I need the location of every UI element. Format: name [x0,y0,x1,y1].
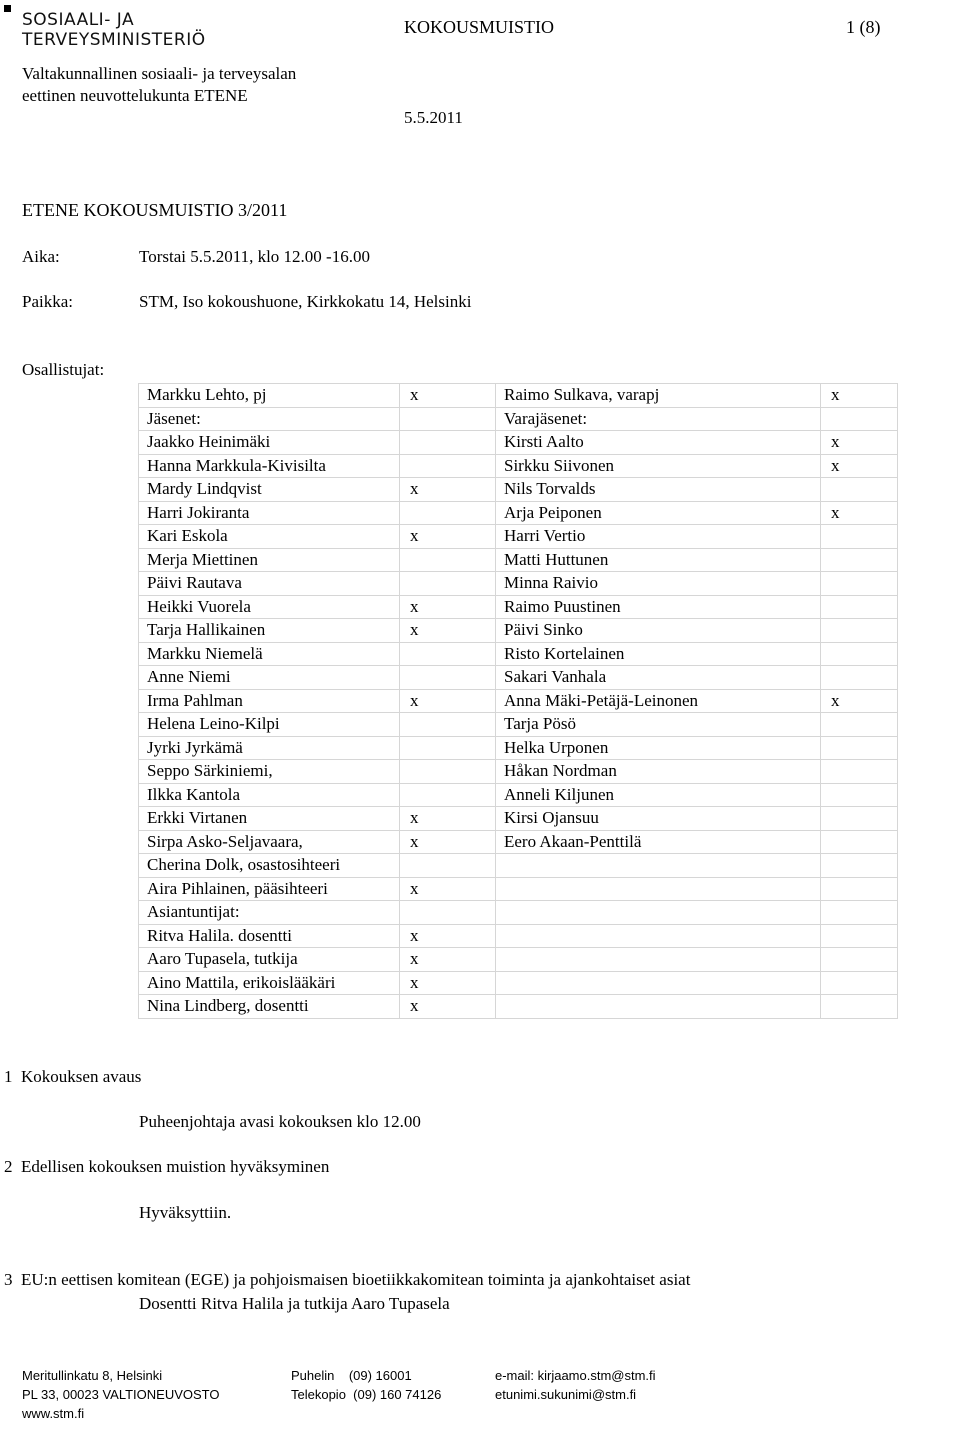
section-2-title: Edellisen kokouksen muistion hyväksyminen [21,1157,330,1176]
section-3-heading [4,1270,690,1290]
member-name: Merja Miettinen [139,548,400,572]
footer-phone [291,1366,441,1404]
attendance-row [139,666,898,690]
section-1-body: Puheenjohtaja avasi kokouksen klo 12.00 [139,1112,421,1131]
attendance-row [139,525,898,549]
attendance-row [139,478,898,502]
deputy-name [496,971,821,995]
deputy-name [496,948,821,972]
section-2-heading [4,1157,329,1177]
deputy-present-mark [821,877,898,901]
deputy-name: Håkan Nordman [496,760,821,784]
attendance-row [139,454,898,478]
footer-address-line2: PL 33, 00023 VALTIONEUVOSTO [22,1387,220,1402]
member-name: Markku Lehto, pj [139,384,400,408]
attendance-row [139,924,898,948]
member-name: Jaakko Heinimäki [139,431,400,455]
member-present-mark: x [400,995,496,1019]
member-present-mark [400,642,496,666]
member-present-mark [400,407,496,431]
deputy-present-mark [821,619,898,643]
section-1-heading [4,1067,141,1087]
deputy-present-mark [821,901,898,925]
member-name: Cherina Dolk, osastosihteeri [139,854,400,878]
attendance-row [139,948,898,972]
member-name: Helena Leino-Kilpi [139,713,400,737]
footer-web-link[interactable]: www.stm.fi [22,1406,85,1421]
deputy-name: Sakari Vanhala [496,666,821,690]
attendance-table [138,383,898,1019]
attendance-row [139,689,898,713]
member-present-mark: x [400,948,496,972]
section-2-number: 2 [4,1157,13,1176]
member-name: Tarja Hallikainen [139,619,400,643]
deputy-present-mark [821,525,898,549]
attendance-row [139,642,898,666]
member-name: Asiantuntijat: [139,901,400,925]
time-label: Aika: [22,247,60,266]
member-name: Nina Lindberg, dosentti [139,995,400,1019]
deputy-present-mark [821,830,898,854]
member-name: Sirpa Asko-Seljavaara, [139,830,400,854]
attendance-row [139,995,898,1019]
deputy-name: Varajäsenet: [496,407,821,431]
deputy-present-mark [821,642,898,666]
member-present-mark: x [400,830,496,854]
section-1-number: 1 [4,1067,13,1086]
footer-fax-line: Telekopio (09) 160 74126 [291,1387,442,1402]
member-name: Heikki Vuorela [139,595,400,619]
member-present-mark: x [400,619,496,643]
deputy-name: Anna Mäki-Petäjä-Leinonen [496,689,821,713]
deputy-present-mark: x [821,384,898,408]
footer-email [495,1366,656,1404]
deputy-name: Minna Raivio [496,572,821,596]
deputy-name: Sirkku Siivonen [496,454,821,478]
place-label: Paikka: [22,292,73,311]
deputy-present-mark [821,595,898,619]
member-name: Aaro Tupasela, tutkija [139,948,400,972]
member-name: Mardy Lindqvist [139,478,400,502]
deputy-present-mark: x [821,501,898,525]
member-present-mark: x [400,595,496,619]
member-present-mark: x [400,478,496,502]
deputy-present-mark [821,854,898,878]
deputy-name: Nils Torvalds [496,478,821,502]
footer-phone-line: Puhelin (09) 16001 [291,1368,412,1383]
member-name: Aino Mattila, erikoislääkäri [139,971,400,995]
deputy-name: Risto Kortelainen [496,642,821,666]
section-1-title: Kokouksen avaus [21,1067,142,1086]
deputy-name: Kirsi Ojansuu [496,807,821,831]
deputy-present-mark [821,548,898,572]
footer-address-line1: Meritullinkatu 8, Helsinki [22,1368,163,1383]
member-name: Ritva Halila. dosentti [139,924,400,948]
deputy-name: Raimo Puustinen [496,595,821,619]
deputy-present-mark [821,807,898,831]
member-name: Päivi Rautava [139,572,400,596]
attendance-row [139,548,898,572]
deputy-present-mark [821,572,898,596]
member-present-mark [400,736,496,760]
deputy-present-mark [821,760,898,784]
deputy-name: Matti Huttunen [496,548,821,572]
member-present-mark: x [400,807,496,831]
attendance-row [139,619,898,643]
deputy-name: Päivi Sinko [496,619,821,643]
member-present-mark [400,454,496,478]
deputy-present-mark [821,407,898,431]
member-present-mark [400,713,496,737]
place-value: STM, Iso kokoushuone, Kirkkokatu 14, Helsinki [139,292,472,311]
member-name: Markku Niemelä [139,642,400,666]
deputy-name: Kirsti Aalto [496,431,821,455]
member-present-mark [400,760,496,784]
member-present-mark: x [400,924,496,948]
deputy-name: Anneli Kiljunen [496,783,821,807]
section-3-number: 3 [4,1270,13,1289]
member-name: Harri Jokiranta [139,501,400,525]
participants-label: Osallistujat: [22,360,105,379]
doc-type: KOKOUSMUISTIO [404,17,555,37]
member-present-mark [400,854,496,878]
bullet-square-icon [4,5,11,12]
member-present-mark: x [400,525,496,549]
deputy-present-mark: x [821,431,898,455]
deputy-present-mark [821,713,898,737]
org-line1: Valtakunnallinen sosiaali- ja terveysalan [22,64,297,83]
attendance-row [139,830,898,854]
deputy-present-mark [821,736,898,760]
member-present-mark [400,431,496,455]
section-2-body: Hyväksyttiin. [139,1203,232,1222]
deputy-present-mark: x [821,689,898,713]
deputy-name: Eero Akaan-Penttilä [496,830,821,854]
member-name: Jyrki Jyrkämä [139,736,400,760]
member-present-mark [400,666,496,690]
attendance-row [139,407,898,431]
deputy-name [496,901,821,925]
member-name: Ilkka Kantola [139,783,400,807]
member-name: Jäsenet: [139,407,400,431]
time-value: Torstai 5.5.2011, klo 12.00 -16.00 [139,247,370,266]
deputy-present-mark [821,995,898,1019]
footer-email-registry[interactable]: e-mail: kirjaamo.stm@stm.fi [495,1368,656,1383]
member-name: Aira Pihlainen, pääsihteeri [139,877,400,901]
attendance-row [139,431,898,455]
deputy-name [496,995,821,1019]
member-name: Irma Pahlman [139,689,400,713]
attendance-table-body [139,384,898,1019]
deputy-present-mark [821,971,898,995]
member-name: Seppo Särkiniemi, [139,760,400,784]
deputy-name: Helka Urponen [496,736,821,760]
member-name: Kari Eskola [139,525,400,549]
attendance-row [139,854,898,878]
member-present-mark [400,501,496,525]
member-present-mark: x [400,971,496,995]
section-3-body: Dosentti Ritva Halila ja tutkija Aaro Tupasela [139,1294,450,1313]
deputy-name [496,854,821,878]
attendance-row [139,501,898,525]
member-name: Erkki Virtanen [139,807,400,831]
footer-address [22,1366,220,1423]
ministry-logo-line1: SOSIAALI- JA [22,10,135,30]
deputy-name [496,877,821,901]
member-present-mark [400,901,496,925]
member-present-mark: x [400,877,496,901]
attendance-row [139,971,898,995]
deputy-name: Tarja Pösö [496,713,821,737]
member-present-mark: x [400,384,496,408]
member-present-mark [400,572,496,596]
member-present-mark: x [400,689,496,713]
org-line2: eettinen neuvottelukunta ETENE [22,86,248,105]
deputy-present-mark [821,924,898,948]
deputy-present-mark [821,948,898,972]
footer-email-personal[interactable]: etunimi.sukunimi@stm.fi [495,1387,637,1402]
deputy-name: Arja Peiponen [496,501,821,525]
ministry-logo-line2: TERVEYSMINISTERIÖ [22,30,206,50]
member-present-mark [400,548,496,572]
attendance-row [139,901,898,925]
member-present-mark [400,783,496,807]
page-title: ETENE KOKOUSMUISTIO 3/2011 [22,200,288,220]
deputy-name: Harri Vertio [496,525,821,549]
header-date: 5.5.2011 [404,108,463,127]
organization [22,63,296,107]
deputy-name [496,924,821,948]
attendance-row [139,572,898,596]
attendance-row [139,713,898,737]
deputy-present-mark [821,666,898,690]
page-number: 1 (8) [846,17,881,37]
member-name: Anne Niemi [139,666,400,690]
attendance-row [139,877,898,901]
deputy-present-mark [821,783,898,807]
attendance-row [139,783,898,807]
deputy-present-mark [821,478,898,502]
deputy-name: Raimo Sulkava, varapj [496,384,821,408]
attendance-row [139,384,898,408]
attendance-row [139,736,898,760]
attendance-row [139,807,898,831]
section-3-title: EU:n eettisen komitean (EGE) ja pohjoismaisen bioetiikkakomitean toiminta ja ajankohtaiset asiat [21,1270,691,1289]
member-name: Hanna Markkula-Kivisilta [139,454,400,478]
ministry-logo [22,10,206,50]
deputy-present-mark: x [821,454,898,478]
attendance-row [139,760,898,784]
attendance-row [139,595,898,619]
